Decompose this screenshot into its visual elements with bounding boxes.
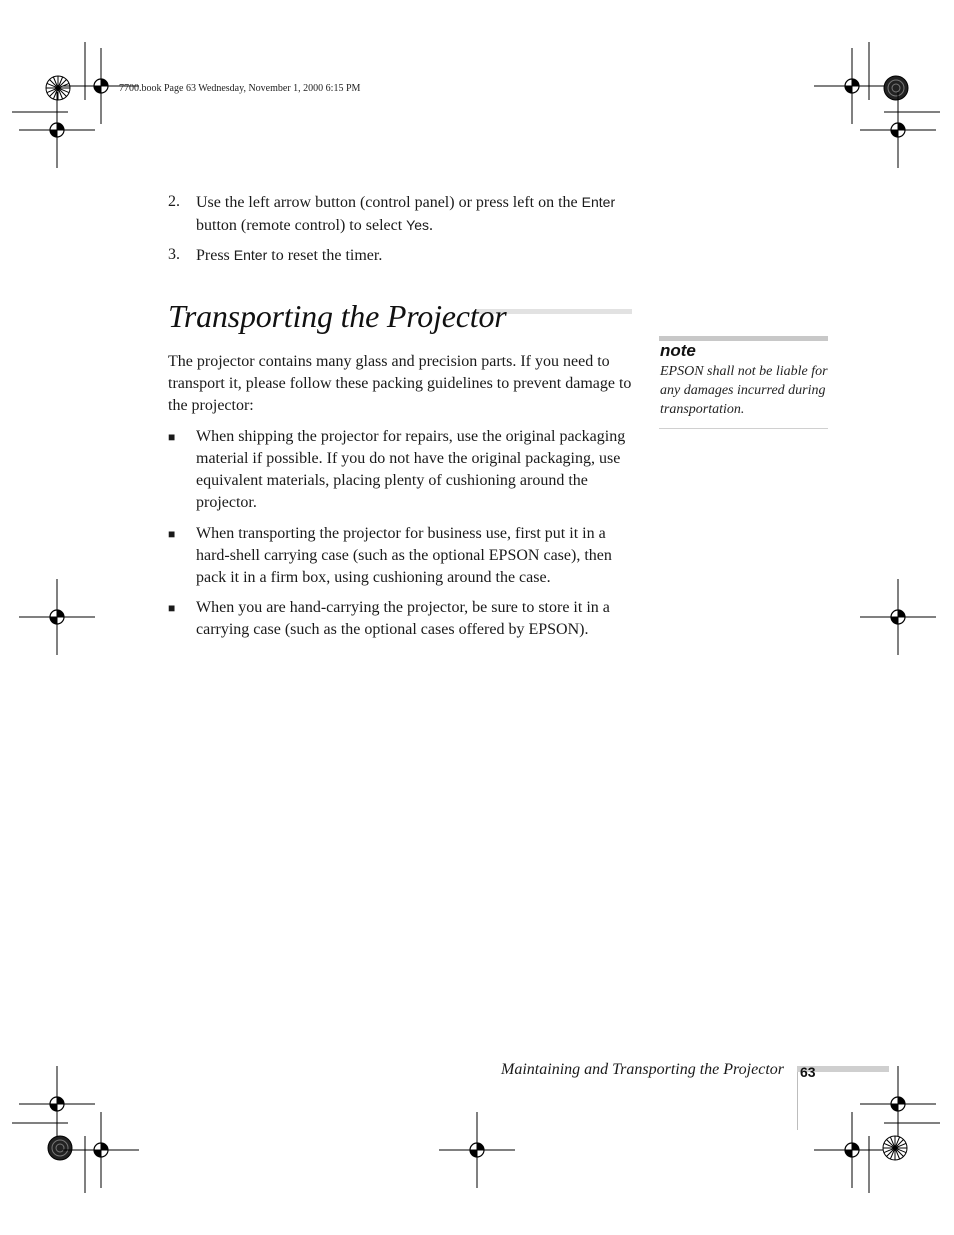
print-slug: 7700.book Page 63 Wednesday, November 1, 2000 6:15 PM: [119, 83, 361, 94]
list-item: [168, 523, 633, 589]
bullet-square-icon: ■: [168, 527, 176, 541]
list-item: [168, 597, 633, 641]
step-text: Press Enter to reset the timer.: [196, 247, 383, 264]
step-item: [168, 191, 638, 235]
step-text: Use the left arrow button (control panel) or press left on the Enter button (remote control) to select Yes.: [196, 194, 616, 234]
list-item: [168, 426, 633, 514]
footer-divider: [797, 1072, 798, 1130]
key-label-yes: Yes: [406, 217, 429, 233]
bullet-square-icon: ■: [168, 430, 176, 444]
running-footer-chapter: Maintaining and Transporting the Projector: [501, 1061, 784, 1078]
step-number: 2.: [168, 193, 180, 210]
list-item-text: When transporting the projector for business use, first put it in a hard-shell carrying case (such as the optional EPSON case), then pack it in a firm box, using cushioning around the case.: [196, 525, 612, 586]
step-item: [168, 244, 638, 266]
note-text: EPSON shall not be liable for any damages incurred during transportation.: [660, 364, 828, 417]
page-number: 63: [800, 1064, 816, 1080]
section-heading: Transporting the Projector: [168, 298, 507, 334]
list-item-text: When shipping the projector for repairs, use the original packaging material if possible. If you do not have the original packaging, use equivalent materials, placing plenty of cushioning around the projector.: [196, 428, 626, 511]
key-label-enter: Enter: [581, 194, 616, 210]
note-divider: [659, 428, 828, 429]
intro-paragraph: The projector contains many glass and precision parts. If you need to transport it, please follow these packing guidelines to prevent damage to the projector:: [168, 353, 632, 414]
list-item-text: When you are hand-carrying the projector, be sure to store it in a carrying case (such as the optional cases offered by EPSON).: [196, 599, 610, 638]
note-title: note: [660, 341, 696, 360]
step-number: 3.: [168, 246, 180, 263]
bullet-square-icon: ■: [168, 601, 176, 615]
key-label-enter: Enter: [233, 247, 268, 263]
